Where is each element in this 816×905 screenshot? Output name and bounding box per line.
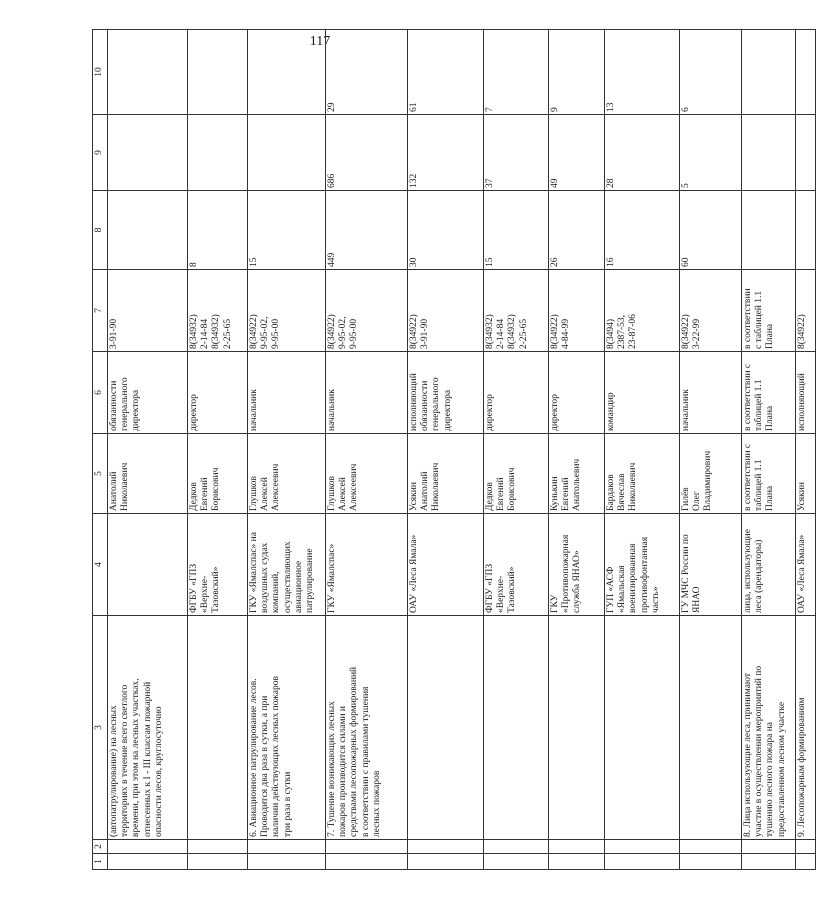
table-cell: [484, 854, 549, 870]
table-cell: [680, 616, 742, 840]
table-cell: 28: [605, 115, 680, 191]
table-cell: [605, 616, 680, 840]
table-cell: [108, 514, 188, 616]
table-row: [742, 30, 796, 870]
table-cell: [796, 30, 816, 115]
table-cell: 449: [326, 191, 408, 270]
table-cell: [484, 840, 549, 854]
table-cell: [188, 840, 248, 854]
table-cell: [796, 854, 816, 870]
table-cell: [108, 840, 188, 854]
page-number: 117: [309, 34, 331, 49]
table-cell: 26: [549, 191, 605, 270]
table-cell: [108, 191, 188, 270]
column-number: 7: [93, 270, 108, 352]
table-cell: в соответствии с таблицей 1.1 Плана: [742, 352, 796, 434]
table-row: [248, 30, 326, 870]
table-cell: в соответствии с таблицей 1.1 Плана: [742, 270, 796, 352]
table-cell: командир: [605, 352, 680, 434]
column-number: 2: [93, 840, 108, 854]
table-row: [108, 30, 188, 870]
table-cell: Усякин: [796, 434, 816, 514]
table-cell: [188, 115, 248, 191]
table-cell: 8(34932) 2-14-84 8(34932) 2-25-65: [484, 270, 549, 352]
table-cell: Анатолий Николаевич: [108, 434, 188, 514]
table-cell: 7: [484, 30, 549, 115]
table-cell: [796, 115, 816, 191]
table-cell: 61: [408, 30, 484, 115]
table-cell: 8(34922) 3-91-90: [408, 270, 484, 352]
table-cell: [326, 840, 408, 854]
table-cell: Глушков Алексей Алексеевич: [248, 434, 326, 514]
table-cell: 49: [549, 115, 605, 191]
table-cell: начальник: [680, 352, 742, 434]
table-cell: [408, 854, 484, 870]
table-cell: [248, 30, 326, 115]
table-cell: [605, 854, 680, 870]
table-row: [326, 30, 408, 870]
table-cell: 8(34932) 2-14-84 8(34932) 2-25-65: [188, 270, 248, 352]
table-cell: 8(34922) 9-95-02, 9-95-00: [248, 270, 326, 352]
column-number: 10: [93, 30, 108, 115]
table-cell: 8(34922): [796, 270, 816, 352]
table-cell: [549, 854, 605, 870]
table-cell: [680, 854, 742, 870]
table-cell: [742, 840, 796, 854]
column-number: 1: [93, 854, 108, 870]
table-cell: ГУ МЧС России по ЯНАО: [680, 514, 742, 616]
table-cell: [742, 191, 796, 270]
table-row: [408, 30, 484, 870]
table-cell: ГУП «АСФ «Ямальская военизированная противофонтанная часть»: [605, 514, 680, 616]
table-row: [484, 30, 549, 870]
table-cell: Гилёв Олег Владимирович: [680, 434, 742, 514]
table-cell: 29: [326, 30, 408, 115]
table-cell: 686: [326, 115, 408, 191]
table-cell: [484, 616, 549, 840]
table-cell: 15: [484, 191, 549, 270]
table-cell: ГКУ «Противопожарная служба ЯНАО»: [549, 514, 605, 616]
table-cell: [605, 840, 680, 854]
table-cell: 15: [248, 191, 326, 270]
table-row: [549, 30, 605, 870]
table-cell: 8: [188, 191, 248, 270]
rotated-table-wrapper: [92, 30, 807, 870]
table-cell: ОАУ «Леса Ямала»: [408, 514, 484, 616]
table-row: [680, 30, 742, 870]
table-cell: Бардаков Вячеслав Николаевич: [605, 434, 680, 514]
table-cell: [742, 854, 796, 870]
table-cell: ГКУ «Ямалспас» на воздушных судах компаний, осуществляющих авиационное патрулирование: [248, 514, 326, 616]
table-cell: Дедков Евгений Борисович: [484, 434, 549, 514]
table-cell: 8(3494) 2387-53, 23-87-06: [605, 270, 680, 352]
table-cell: [680, 840, 742, 854]
table-cell: [188, 616, 248, 840]
table-cell: обязанности генерального директора: [108, 352, 188, 434]
table-cell: 8. Лица использующие леса, принимают участие в осуществлении мероприятий по тушению лесного пожара на предоставленном лесном участке: [742, 616, 796, 840]
column-number: 4: [93, 514, 108, 616]
table-cell: [188, 30, 248, 115]
table-cell: ФГБУ «ГПЗ «Верхне- Тазовский»: [188, 514, 248, 616]
table-cell: 7. Тушение возникающих лесных пожаров производится силами и средствами лесопожарных формирований в соответствии с правилами тушения лесных пожаров: [326, 616, 408, 840]
table-cell: [408, 840, 484, 854]
table-cell: 9. Лесопожарным формированиям: [796, 616, 816, 840]
table-cell: [796, 191, 816, 270]
table-cell: [108, 30, 188, 115]
table-cell: начальник: [248, 352, 326, 434]
table-cell: ФГБУ «ГПЗ «Верхне- Тазовский»: [484, 514, 549, 616]
table-cell: (автопатрулирование) на лесных территориях в течение всего светлого времени, при этом на лесных участках, отнесенных к I - III классам пожарной опасности лесов, круглосуточно: [108, 616, 188, 840]
table-cell: [108, 115, 188, 191]
table-cell: Усякин Анатолий Николаевич: [408, 434, 484, 514]
table-row: [796, 30, 816, 870]
table-cell: Глушков Алексей Алексеевич: [326, 434, 408, 514]
table-cell: директор: [549, 352, 605, 434]
table-cell: Кунькин Евгений Анатольевич: [549, 434, 605, 514]
column-number: 5: [93, 434, 108, 514]
table-cell: Дедков Евгений Борисович: [188, 434, 248, 514]
table-cell: 6: [680, 30, 742, 115]
table-cell: директор: [484, 352, 549, 434]
table-row: [188, 30, 248, 870]
column-number: 9: [93, 115, 108, 191]
header-row: [93, 30, 108, 870]
column-number: 8: [93, 191, 108, 270]
table-row: [605, 30, 680, 870]
column-number: 3: [93, 616, 108, 840]
table-cell: 3-91-90: [108, 270, 188, 352]
table-cell: исполняющий: [796, 352, 816, 434]
table-cell: [326, 854, 408, 870]
table-cell: 132: [408, 115, 484, 191]
table-cell: 16: [605, 191, 680, 270]
forest-fire-table: [92, 29, 816, 870]
table-cell: в соответствии с таблицей 1.1 Плана: [742, 434, 796, 514]
table-cell: 5: [680, 115, 742, 191]
table-cell: лица, использующие леса (арендаторы): [742, 514, 796, 616]
table-cell: [742, 30, 796, 115]
table-cell: [248, 115, 326, 191]
table-cell: ОАУ «Леса Ямала»: [796, 514, 816, 616]
table-cell: [408, 616, 484, 840]
table-cell: [108, 854, 188, 870]
table-cell: 8(34922) 4-84-99: [549, 270, 605, 352]
table-cell: [796, 840, 816, 854]
table-cell: директор: [188, 352, 248, 434]
table-cell: 8(34922) 3-22-99: [680, 270, 742, 352]
table-cell: [248, 840, 326, 854]
table-cell: 37: [484, 115, 549, 191]
table-cell: исполняющий обязанности генерального директора: [408, 352, 484, 434]
column-number: 6: [93, 352, 108, 434]
table-cell: начальник: [326, 352, 408, 434]
table-cell: [549, 840, 605, 854]
table-cell: 8(34922) 9-95-02, 9-95-00: [326, 270, 408, 352]
table-cell: ГКУ «Ямалспас»: [326, 514, 408, 616]
table-cell: 6. Авиационное патрулирование лесов. Проводится два раза в сутки, а при наличии действующих лесных пожаров три раза в сутки: [248, 616, 326, 840]
table-cell: [742, 115, 796, 191]
table-cell: 13: [605, 30, 680, 115]
table-cell: [188, 854, 248, 870]
table-cell: 9: [549, 30, 605, 115]
table-cell: 30: [408, 191, 484, 270]
table-cell: [549, 616, 605, 840]
table-cell: 60: [680, 191, 742, 270]
table-cell: [248, 854, 326, 870]
